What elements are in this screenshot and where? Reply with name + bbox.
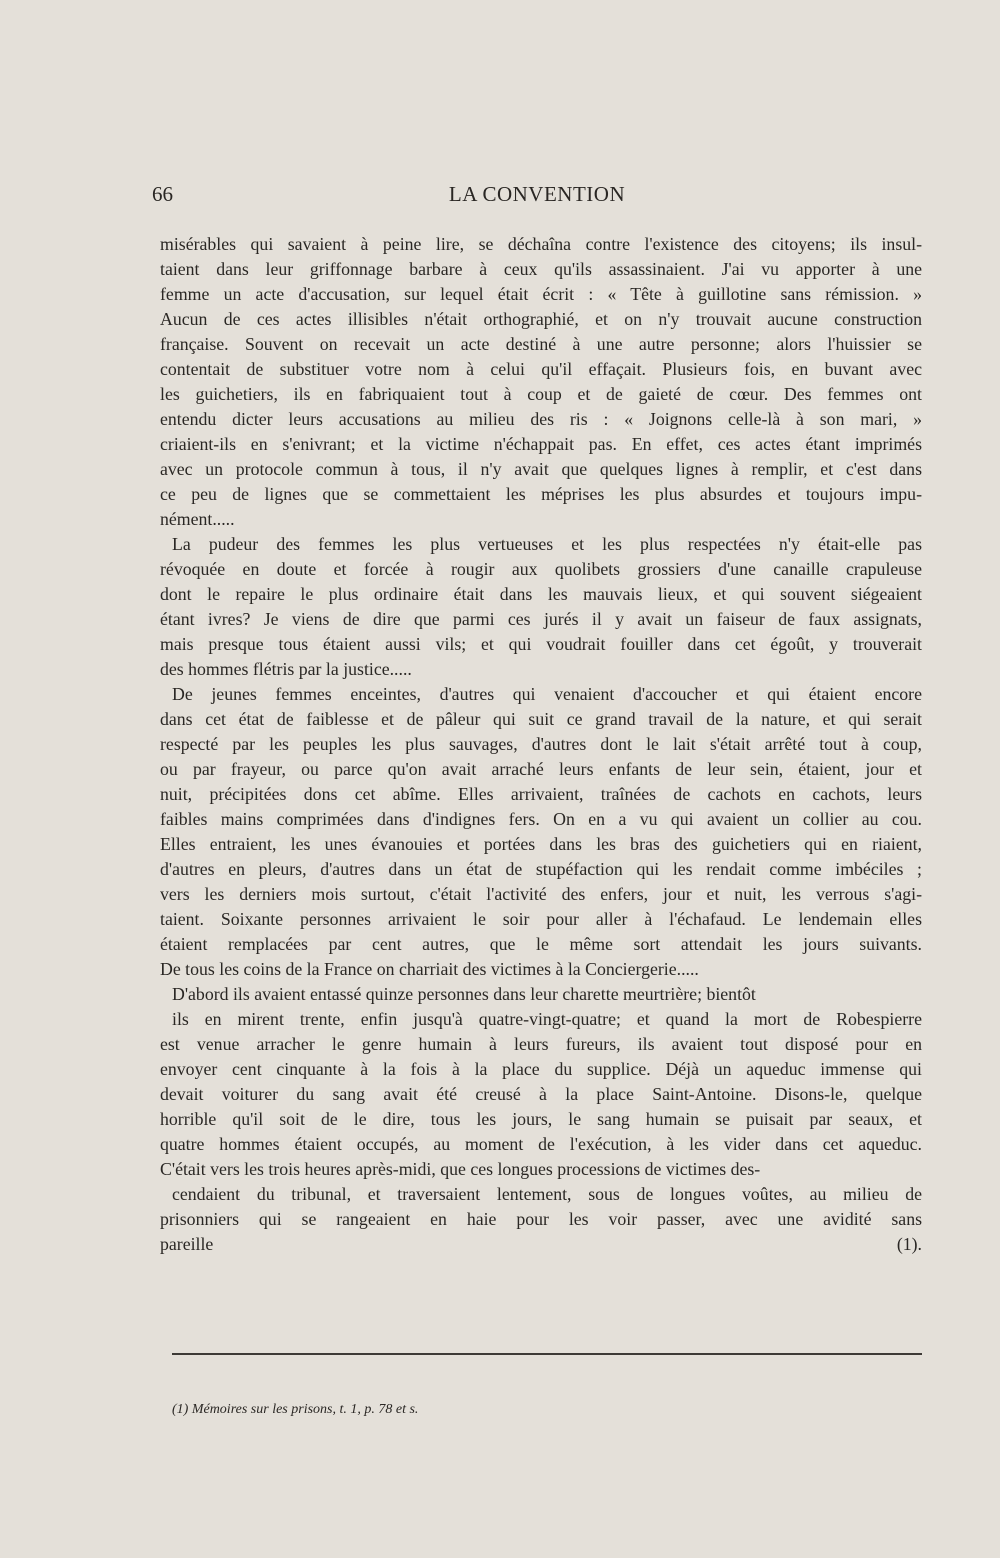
text-line: vers les derniers mois surtout, c'était l'activité des enfers, jour et nuit, les verrous s'agi- xyxy=(160,884,922,904)
text-line: horrible qu'il soit de le dire, tous les jours, le sang humain se puisait par seaux, et xyxy=(160,1109,922,1129)
text-line: mais presque tous étaient aussi vils; et qui voudrait fouiller dans cet égoût, y trouverait xyxy=(160,634,922,654)
text-line: les guichetiers, ils en fabriquaient tout à coup et de gaieté de cœur. Des femmes ont xyxy=(160,384,922,404)
text-line: nuit, précipitées dons cet abîme. Elles arrivaient, traînées de cachots en cachots, leurs xyxy=(160,784,922,804)
text-line: ce peu de lignes que se commettaient les méprises les plus absurdes et toujours impu- xyxy=(160,484,922,504)
text-line: taient. Soixante personnes arrivaient le soir pour aller à l'échafaud. Le lendemain elles xyxy=(160,909,922,929)
text-line: avec un protocole commun à tous, il n'y avait que quelques lignes à remplir, et c'est dans xyxy=(160,459,922,479)
running-title: LA CONVENTION xyxy=(448,182,626,206)
text-line: dans cet état de faiblesse et de pâleur qui suit ce grand travail de la nature, et qui serait xyxy=(160,709,922,729)
text-line: ils en mirent trente, enfin jusqu'à quatre-vingt-quatre; et quand la mort de Robespierre xyxy=(172,1009,922,1029)
text-line: étaient remplacées par cent autres, que le même sort attendait les jours suivants. xyxy=(160,934,922,954)
text-line: nément..... xyxy=(160,509,235,529)
text-line: étant ivres? Je viens de dire que parmi ces jurés il y avait un faiseur de faux assignats, xyxy=(160,609,922,629)
text-line: taient dans leur griffonnage barbare à ceux qu'ils assassinaient. J'ai vu apporter à une xyxy=(160,259,922,279)
footnote-rule xyxy=(172,1353,922,1355)
page-number: 66 xyxy=(152,182,173,206)
text-line: dont le repaire le plus ordinaire était dans les mauvais lieux, et qui souvent siégeaient xyxy=(160,584,922,604)
text-line: De tous les coins de la France on charriait des victimes à la Conciergerie..... xyxy=(160,959,699,979)
text-line: respecté par les peuples les plus sauvages, d'autres dont le lait s'était arrêté tout à coup, xyxy=(160,734,922,754)
text-line: C'était vers les trois heures après-midi, que ces longues processions de victimes des- xyxy=(160,1159,761,1179)
text-line: criaient-ils en s'enivrant; et la victime n'échappait pas. En effet, ces actes étant imprimés xyxy=(160,434,922,454)
text-line: contentait de substituer votre nom à celui qu'il effaçait. Plusieurs fois, en buvant avec xyxy=(160,359,922,379)
text-line: Elles entraient, les unes évanouies et portées dans les bras des guichetiers qui en riaient, xyxy=(160,834,922,854)
text-line: entendu dicter leurs accusations au milieu des ris : « Joignons celle-là à son mari, » xyxy=(160,409,922,429)
text-line: est venue arracher le genre humain à leurs fureurs, ils avaient tout disposé pour en xyxy=(160,1034,922,1054)
page-header xyxy=(152,182,922,212)
text-line: La pudeur des femmes les plus vertueuses et les plus respectées n'y était-elle pas xyxy=(172,534,922,554)
text-line: ou par frayeur, ou parce qu'on avait arraché leurs enfants de leur sein, étaient, jour et xyxy=(160,759,922,779)
text-line: des hommes flétris par la justice..... xyxy=(160,659,412,679)
footnote: (1) Mémoires sur les prisons, t. 1, p. 78 et s. xyxy=(172,1402,419,1417)
text-line: cendaient du tribunal, et traversaient lentement, sous de longues voûtes, au milieu de xyxy=(172,1184,922,1204)
text-line: révoquée en doute et forcée à rougir aux quolibets grossiers d'une canaille crapuleuse xyxy=(160,559,922,579)
text-line: misérables qui savaient à peine lire, se déchaîna contre l'existence des citoyens; ils insul- xyxy=(160,234,922,254)
text-line: De jeunes femmes enceintes, d'autres qui venaient d'accoucher et qui étaient encore xyxy=(172,684,922,704)
text-line: envoyer cent cinquante à la fois à la place du supplice. Déjà un aqueduc immense qui xyxy=(160,1059,922,1079)
text-line: d'autres en pleurs, d'autres dans un état de stupéfaction qui les rendait comme imbéciles ; xyxy=(160,859,922,879)
text-line: faibles mains comprimées dans d'indignes fers. On en a vu qui avaient un collier au cou. xyxy=(160,809,922,829)
text-line: quatre hommes étaient occupés, au moment de l'exécution, à les vider dans cet aqueduc. xyxy=(160,1134,922,1154)
text-line: devait voiturer du sang avait été creusé à la place Saint-Antoine. Disons-le, quelque xyxy=(160,1084,922,1104)
text-line: Aucun de ces actes illisibles n'était orthographié, et on n'y trouvait aucune construction xyxy=(160,309,922,329)
text-line: femme un acte d'accusation, sur lequel était écrit : « Tête à guillotine sans rémission. » xyxy=(160,284,922,304)
text-line: prisonniers qui se rangeaient en haie pour les voir passer, avec une avidité sans xyxy=(160,1209,922,1229)
text-line: D'abord ils avaient entassé quinze personnes dans leur charette meurtrière; bientôt xyxy=(172,984,756,1004)
text-line: pareille (1). xyxy=(160,1234,922,1254)
text-line: française. Souvent on recevait un acte destiné à une autre personne; alors l'huissier se xyxy=(160,334,922,354)
